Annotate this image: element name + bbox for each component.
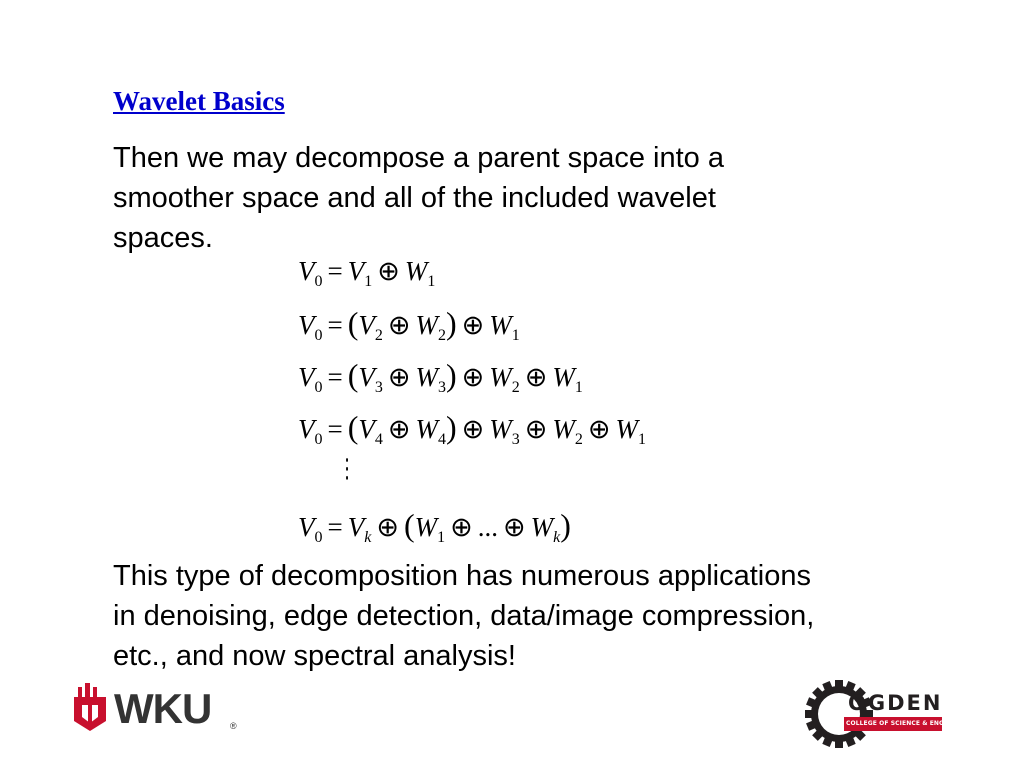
outro-paragraph: This type of decomposition has numerous applications in denoising, edge detection, data/image compression, etc., and now spectral analysis!	[113, 560, 815, 672]
equation-2: $V_0 = (V_2$ ⊕ $W_2$) ⊕ $W_1$	[298, 305, 520, 344]
wku-tower-icon	[70, 683, 110, 735]
vertical-ellipsis: ⋮	[338, 454, 357, 484]
registered-mark: ®	[230, 721, 237, 731]
equation-1: $V_0 = V_1$ ⊕ $W_1$	[298, 256, 436, 290]
equation-block	[298, 254, 758, 554]
equation-3: $V_0 = (V_3$ ⊕ $W_3$) ⊕ $W_2$ ⊕ $W_1$	[298, 357, 583, 396]
ogden-subtitle: COLLEGE OF SCIENCE & ENGINEERING	[846, 720, 978, 727]
equation-4: $V_0 = (V_4$ ⊕ $W_4$) ⊕ $W_3$ ⊕ $W_2$ ⊕ $W_1$	[298, 409, 647, 448]
equation-general: $V_0 = V_k$ ⊕ ($W_1$ ⊕ ... ⊕ $W_k$)	[298, 507, 571, 546]
ogden-wordmark: OGDEN	[848, 691, 943, 715]
slide-title-link[interactable]: Wavelet Basics	[113, 86, 285, 116]
wku-wordmark: WKU	[114, 685, 212, 732]
intro-paragraph: Then we may decompose a parent space into a smoother space and all of the included wavelet spaces.	[113, 142, 724, 254]
wku-logo	[70, 683, 240, 735]
ogden-logo	[804, 679, 978, 749]
